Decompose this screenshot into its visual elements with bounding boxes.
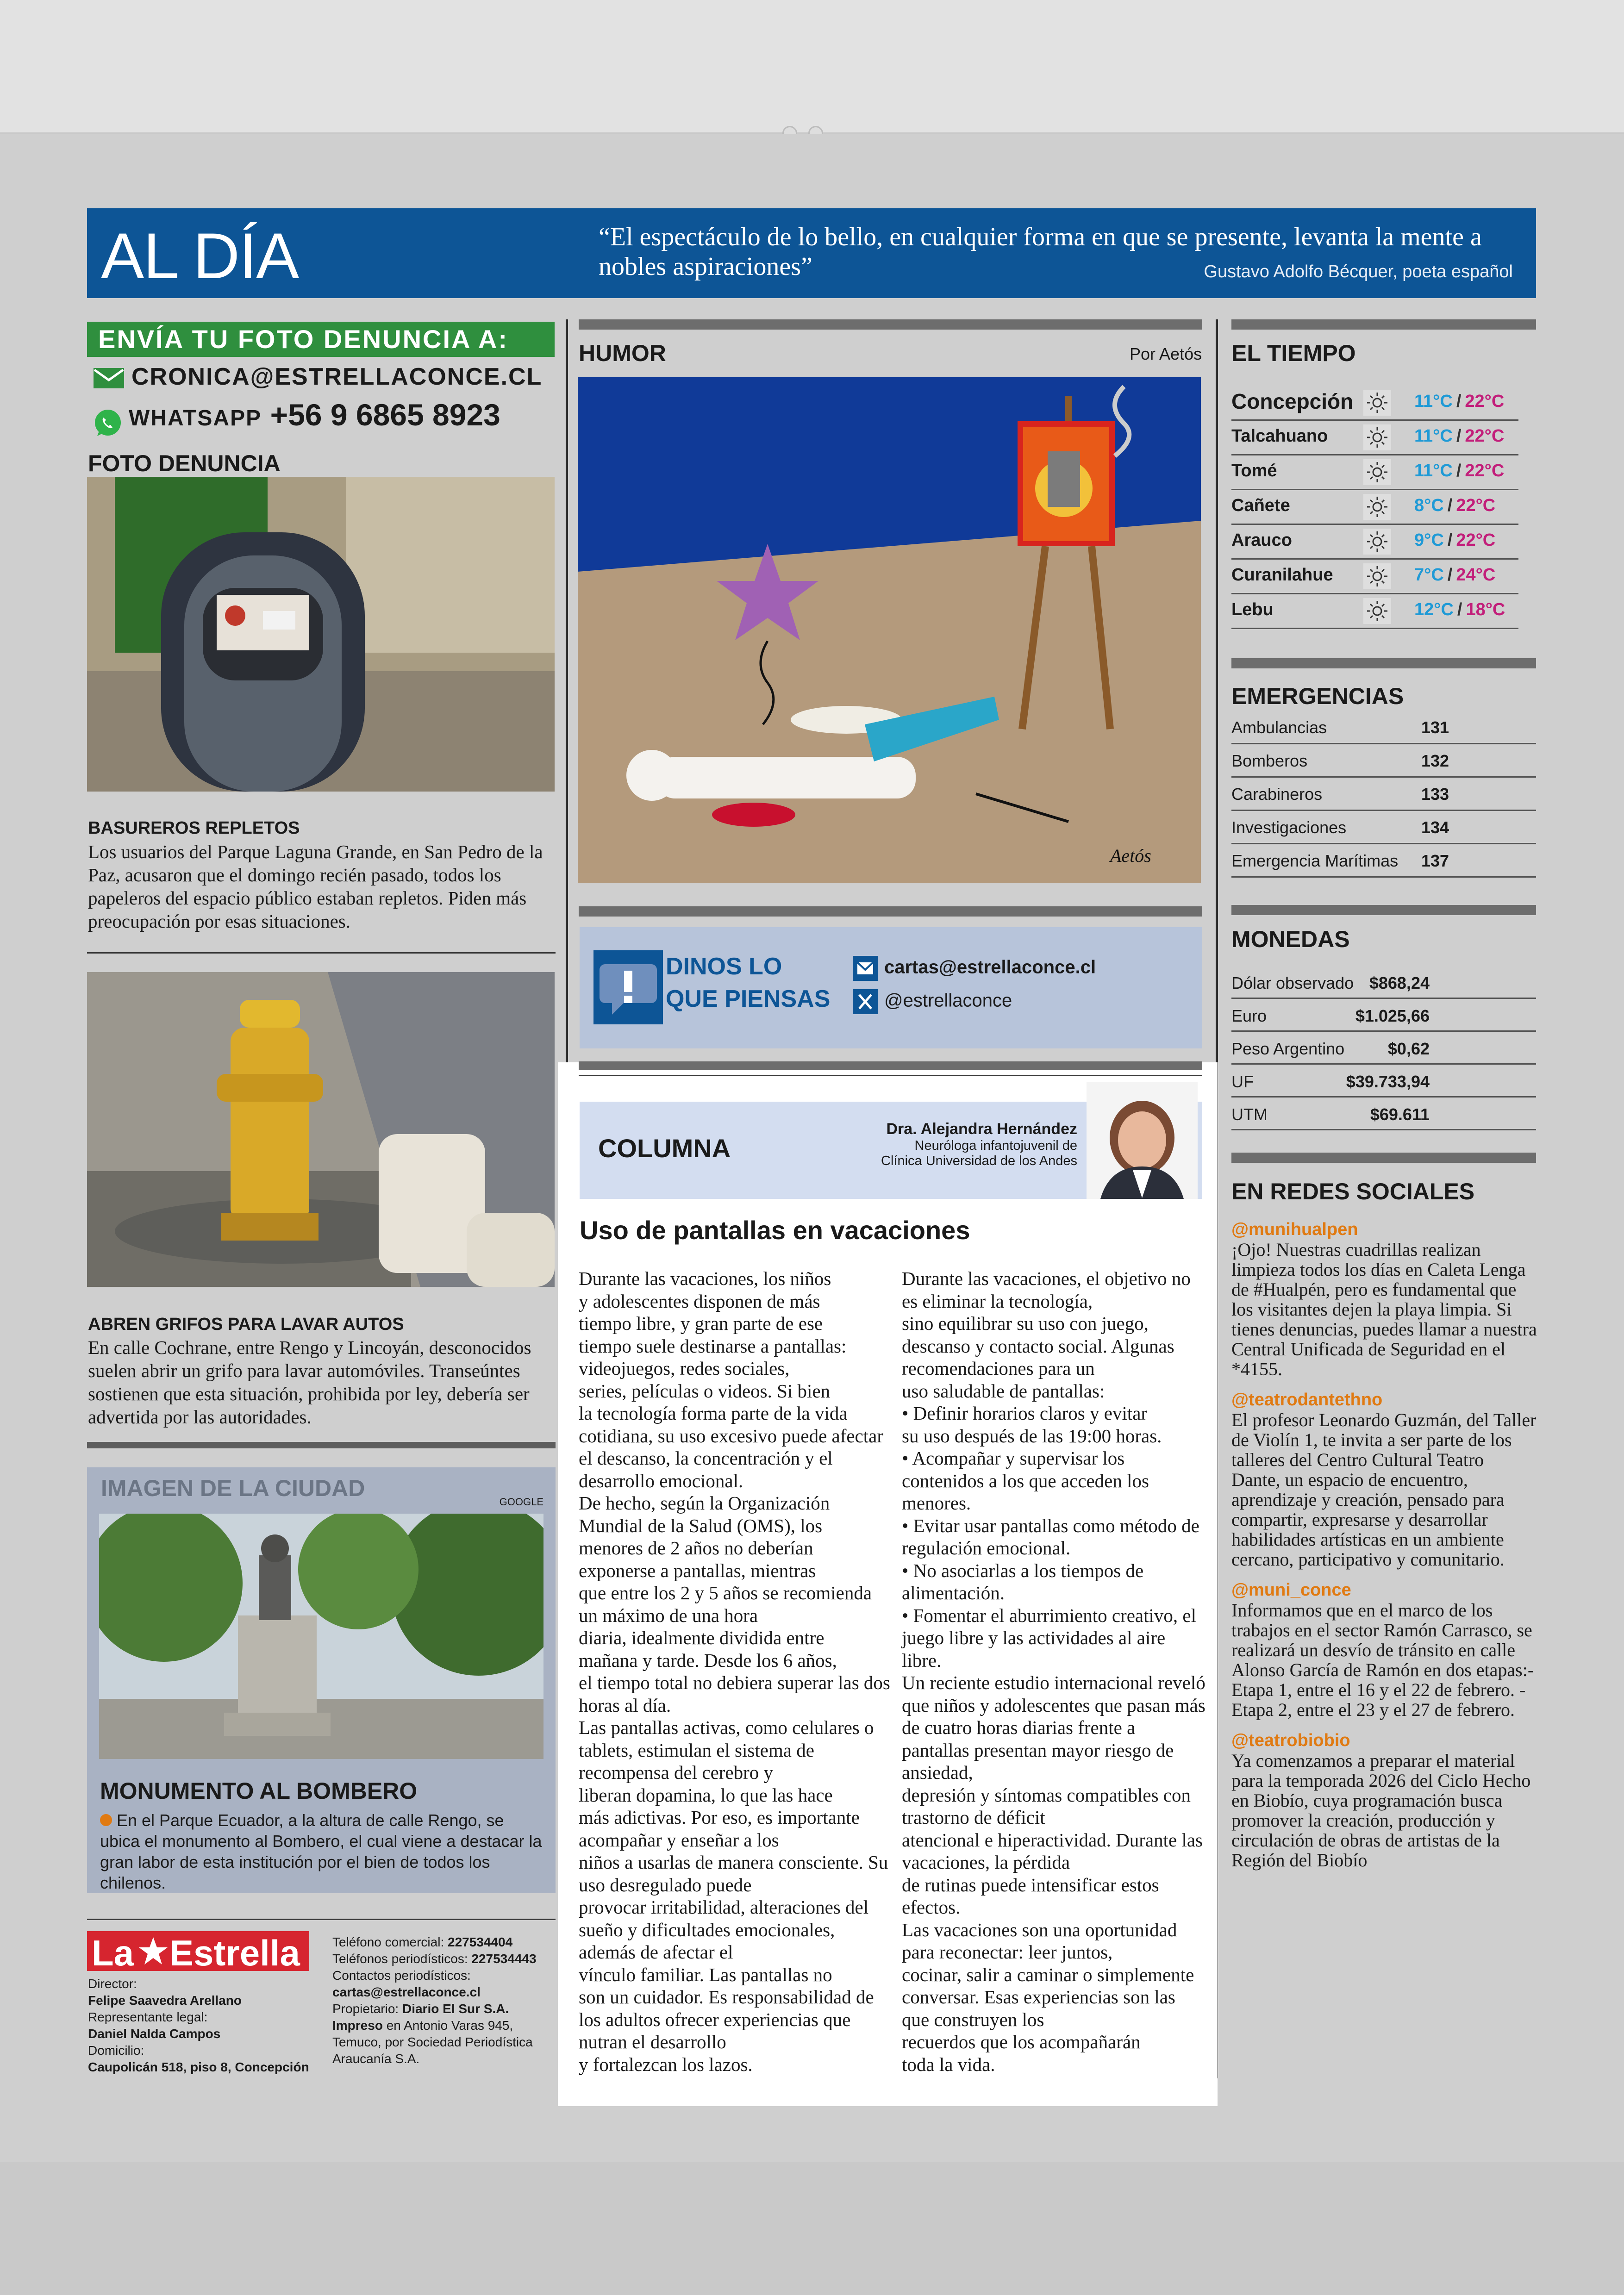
social-text: ¡Ojo! Nuestras cuadrillas realizan limpieza todos los días en Caleta Lenga de #Hualpén, pero es fundamental que los visitantes dejen la playa limpia. Si tienes denuncias, puedes llamar a nuestra Central Unificada de Seguridad en el *4155.	[1231, 1239, 1537, 1379]
monumento-title: MONUMENTO AL BOMBERO	[100, 1778, 418, 1804]
weather-temps	[1414, 496, 1495, 516]
temp-low: 9°C	[1414, 530, 1444, 550]
mail-icon	[93, 367, 125, 389]
weather-temps	[1414, 461, 1504, 481]
emergencia-label: Carabineros	[1231, 785, 1323, 804]
cloud-sun-icon	[1363, 563, 1391, 589]
weather-temps	[1414, 530, 1495, 550]
owner: Propietario: Diario El Sur S.A.	[332, 2002, 509, 2016]
page-header	[87, 208, 1536, 298]
humor-top-rule	[579, 319, 1202, 330]
moneda-label: Euro	[1231, 1006, 1267, 1025]
moneda-value: $39.733,94	[1346, 1072, 1430, 1091]
monument-illustration	[99, 1514, 543, 1759]
cartoon-signature: Aetós	[1110, 845, 1151, 866]
temp-high: 22°C	[1465, 426, 1505, 446]
whatsapp-number: +56 9 6865 8923	[270, 398, 500, 432]
speech-bubble-icon	[593, 950, 663, 1024]
caption-text: En calle Cochrane, entre Rengo y Lincoyán, desconocidos suelen abrir un grifo para lavar automóviles. Transeúntes sostienen que esta situación, prohibida por ley, debería ser advertida por las autoridades.	[88, 1337, 531, 1428]
emergencia-row	[1231, 744, 1536, 778]
weather-city: Arauco	[1231, 530, 1292, 550]
emergencia-row	[1231, 777, 1536, 811]
dinos-line1: DINOS LO	[666, 953, 782, 980]
social-text: Ya comenzamos a preparar el material para la temporada 2026 del Ciclo Hecho en Biobío, cuya programación busca promover la creación, producción y circulación de obras de artistas de la Región del Biobío	[1231, 1750, 1531, 1871]
emergencia-label: Emergencia Marítimas	[1231, 851, 1399, 870]
printer: Impreso en Antonio Varas 945, Temuco, por Sociedad Periodística Araucanía S.A.	[332, 2018, 533, 2066]
tel-periodisticos: Teléfonos periodísticos: 227534443	[332, 1952, 537, 1966]
weather-row	[1231, 455, 1518, 490]
footer-contacts	[332, 1934, 550, 2067]
humor-cartoon	[578, 377, 1201, 883]
divider	[1231, 658, 1536, 668]
social-handle[interactable]: @muni_conce	[1231, 1580, 1351, 1600]
divider	[579, 1061, 1202, 1070]
temp-low: 12°C	[1414, 600, 1454, 619]
foto-denuncia-banner: ENVÍA TU FOTO DENUNCIA A:	[87, 322, 555, 357]
emergencia-number: 137	[1421, 851, 1449, 870]
x-logo-icon	[853, 989, 878, 1014]
emergencias-title: EMERGENCIAS	[1231, 683, 1404, 709]
emergencia-number: 131	[1421, 718, 1449, 737]
temp-slash: /	[1456, 461, 1462, 480]
columna-author: Dra. Alejandra Hernández	[886, 1120, 1077, 1138]
monumento-caption	[100, 1810, 544, 1893]
temp-slash: /	[1456, 426, 1462, 446]
moneda-label: UF	[1231, 1072, 1254, 1091]
social-text: Informamos que en el marco de los trabajos en el sector Ramón Carrasco, se realizará un desvío de tránsito en calle Alonso García de Ramón en dos etapas:- Etapa 1, entre el 16 y el 22 de febrero. - Etapa 2, entre el 23 y el 27 de febrero.	[1231, 1600, 1534, 1720]
dinos-lo-que-piensas-box	[580, 927, 1202, 1048]
humor-title: HUMOR	[579, 340, 666, 366]
moneda-value: $868,24	[1369, 973, 1430, 992]
header-quote: “El espectáculo de lo bello, en cualquier forma en que se presente, levanta la mente a nobles aspiraciones”	[599, 223, 1482, 281]
moneda-value: $69.611	[1370, 1105, 1430, 1124]
temp-low: 11°C	[1414, 392, 1453, 411]
emergencia-label: Ambulancias	[1231, 718, 1327, 737]
moneda-label: Dólar observado	[1231, 973, 1354, 992]
weather-row	[1231, 420, 1518, 455]
sun-icon	[1363, 424, 1391, 450]
moneda-label: Peso Argentino	[1231, 1039, 1345, 1058]
bullet-dot	[100, 1814, 112, 1826]
hydrant-illustration	[87, 972, 555, 1287]
columna-headline: Uso de pantallas en vacaciones	[580, 1216, 970, 1245]
photo-open-hydrant	[87, 972, 555, 1287]
weather-city: Talcahuano	[1231, 426, 1328, 446]
temp-high: 22°C	[1465, 461, 1505, 480]
weather-row	[1231, 559, 1518, 594]
columna-body-col1: Durante las vacaciones, los niños y adolescentes disponen de más tiempo libre, y gran parte de ese tiempo suele destinarse a pantallas: videojuegos, redes sociales, series, películas o videos. Si bien la tecnología forma parte de la vida cotidiana, su uso excesivo puede afectar el descanso, la concentración y el desarrollo emocional. De hecho, según la Organización Mundial de la Salud (OMS), los menores de 2 años no deberían exponerse a pantallas, mientras que entre los 2 y 5 años se recomienda un máximo de una hora diaria, idealmente dividida entre mañana y tarde. Desde los 6 años, el tiempo total no debiera superar las dos horas al día. Las pantallas activas, como celulares o tablets, estimulan el sistema de recompensa del cerebro y liberan dopamina, lo que las hace más adictivas. Por eso, es importante acompañar y enseñar a los niños a usarlas de manera consciente. Su uso desregulado puede provocar irritabilidad, alteraciones del sueño y dificultades emocionales, además de afectar el vínculo familiar. Las pantallas no son un cuidador. Es responsabilidad de los adultos ofrecer experiencias que nutran el desarrollo y fortalezcan los lazos.	[579, 1268, 890, 2075]
author-portrait	[1087, 1082, 1198, 1199]
moneda-value: $0,62	[1387, 1039, 1430, 1058]
divider	[1231, 1153, 1536, 1163]
caption-title: ABREN GRIFOS PARA LAVAR AUTOS	[88, 1315, 404, 1334]
foto-denuncia-title: FOTO DENUNCIA	[88, 450, 281, 476]
moneda-value: $1.025,66	[1355, 1006, 1430, 1025]
columna-body-col2: Durante las vacaciones, el objetivo no es eliminar la tecnología, sino equilibrar su uso con juego, descanso y contacto social. Algunas recomendaciones para un uso saludable de pantallas: • Definir horarios claros y evitar su uso después de las 19:00 horas. • Acompañar y supervisar los contenidos a los que acceden los menores. • Evitar usar pantallas como método de regulación emocional. • No asociarlas a los tiempos de alimentación. • Fomentar el aburrimiento creativo, el juego libre y las actividades al aire libre. Un reciente estudio internacional reveló que niños y adolescentes que pasan más de cuatro horas diarias frente a pantallas presentan mayor riesgo de ansiedad, depresión y síntomas compatibles con trastorno de déficit atencional e hiperactividad. Durante las vacaciones, la pérdida de rutinas puede intensificar estos efectos. Las vacaciones son una oportunidad para reconectar: leer juntos, cocinar, salir a caminar o simplemente conversar. Esas experiencias son las que construyen los recuerdos que los acompañarán toda la vida.	[902, 1268, 1206, 2075]
star-icon	[138, 1936, 169, 1966]
sun-icon	[1363, 459, 1391, 485]
moneda-row	[1231, 1031, 1536, 1065]
dinos-email: cartas@estrellaconce.cl	[884, 957, 1096, 978]
dinos-x-handle: @estrellaconce	[884, 990, 1012, 1011]
weather-city: Concepción	[1231, 389, 1354, 413]
redes-posts	[1231, 1220, 1537, 1870]
social-post	[1231, 1731, 1537, 1870]
weather-city: Cañete	[1231, 496, 1290, 515]
columna-author-block	[881, 1120, 1077, 1169]
temp-high: 22°C	[1456, 496, 1496, 515]
emergencia-row	[1231, 811, 1536, 844]
temp-slash: /	[1447, 565, 1453, 585]
weather-row	[1231, 524, 1518, 560]
redes-title: EN REDES SOCIALES	[1231, 1179, 1475, 1204]
emergencia-label: Bomberos	[1231, 751, 1308, 770]
weather-temps	[1414, 600, 1505, 620]
emergencia-row	[1231, 711, 1536, 744]
temp-low: 11°C	[1414, 461, 1453, 480]
divider	[1231, 905, 1536, 915]
whatsapp-icon	[93, 408, 123, 439]
social-post	[1231, 1580, 1537, 1720]
dom-label: Domicilio:	[88, 2043, 144, 2058]
photo-overflowing-trash	[87, 477, 555, 792]
imagen-ciudad-title: IMAGEN DE LA CIUDAD	[101, 1475, 365, 1501]
temp-high: 22°C	[1456, 530, 1496, 550]
emergencia-number: 133	[1421, 785, 1449, 804]
partly-sunny-icon	[1363, 529, 1391, 555]
logo-text-left: La	[92, 1933, 134, 1973]
social-handle[interactable]: @teatrobiobio	[1231, 1731, 1350, 1750]
contact-label: Contactos periodísticos:	[332, 1968, 471, 1983]
temp-high: 18°C	[1466, 600, 1505, 619]
divider	[87, 1442, 556, 1448]
dinos-email-line[interactable]	[853, 956, 1096, 981]
emergencia-number: 134	[1421, 818, 1449, 837]
contact-email[interactable]: cartas@estrellaconce.cl	[332, 1985, 481, 1999]
emergencia-row	[1231, 844, 1536, 878]
social-post	[1231, 1220, 1537, 1379]
estrella-logo	[87, 1931, 309, 1971]
partly-sunny-icon	[1363, 598, 1391, 624]
rep-name: Daniel Nalda Campos	[88, 2027, 221, 2041]
weather-row	[1231, 593, 1518, 629]
quote-author: Gustavo Adolfo Bécquer, poeta español	[1204, 262, 1513, 281]
temp-high: 22°C	[1465, 392, 1505, 411]
divider	[1231, 319, 1536, 330]
temp-low: 7°C	[1414, 565, 1444, 585]
temp-slash: /	[1457, 600, 1462, 619]
weather-temps	[1414, 392, 1504, 412]
whatsapp-line[interactable]	[93, 397, 500, 439]
moneda-row	[1231, 998, 1536, 1032]
moneda-label: UTM	[1231, 1105, 1268, 1124]
weather-row	[1231, 385, 1518, 421]
dinos-title	[666, 950, 830, 1015]
humor-byline: Por Aetós	[1130, 344, 1202, 363]
viewer-top-bar	[0, 0, 1624, 133]
cartoon-illustration	[578, 377, 1201, 883]
caption-title: BASUREROS REPLETOS	[88, 818, 300, 838]
director-label: Director:	[88, 1977, 137, 1991]
social-handle[interactable]: @munihualpen	[1231, 1220, 1358, 1239]
monumento-text: En el Parque Ecuador, a la altura de calle Rengo, se ubica el monumento al Bombero, el cual viene a destacar la gran labor de esta institución por el bien de todos los chilenos.	[100, 1811, 542, 1892]
tiempo-title: EL TIEMPO	[1231, 340, 1356, 366]
temp-low: 11°C	[1414, 426, 1453, 446]
social-text: El profesor Leonardo Guzmán, del Taller de Violín 1, te invita a ser parte de los talleres del Centro Cultural Teatro Dante, un espacio de encuentro, aprendizaje y creación, pensado para compartir, expresarse y desarrollar habilidades artísticas en un ambiente cercano, participativo y comunitario.	[1231, 1409, 1537, 1570]
divider	[579, 906, 1202, 917]
whatsapp-label: WHATSAPP	[129, 406, 262, 430]
caption-text: Los usuarios del Parque Laguna Grande, en San Pedro de la Paz, acusaron que el domingo recién pasado, todos los papeleros del espacio público estaban repletos. Piden más preocupación por esas situaciones.	[88, 841, 543, 932]
partly-sunny-icon	[1363, 494, 1391, 520]
divider	[87, 1919, 556, 1920]
emergencia-number: 132	[1421, 751, 1449, 770]
monedas-title: MONEDAS	[1231, 926, 1350, 952]
photo-credit: GOOGLE	[499, 1496, 543, 1508]
columna-role-1: Neuróloga infantojuvenil de	[914, 1138, 1077, 1153]
trash-bin-illustration	[87, 477, 555, 792]
author-photo	[1087, 1082, 1198, 1199]
temp-slash: /	[1447, 530, 1453, 550]
section-title: AL DÍA	[101, 219, 299, 292]
weather-temps	[1414, 426, 1504, 446]
columna-label: COLUMNA	[598, 1134, 731, 1163]
denuncia-email: CRONICA@ESTRELLACONCE.CL	[131, 363, 543, 390]
weather-temps	[1414, 565, 1495, 585]
emergencia-label: Investigaciones	[1231, 818, 1347, 837]
weather-row	[1231, 489, 1518, 525]
temp-high: 24°C	[1456, 565, 1496, 585]
tel-comercial: Teléfono comercial: 227534404	[332, 1935, 513, 1949]
moneda-row	[1231, 965, 1536, 999]
weather-city: Curanilahue	[1231, 565, 1333, 585]
dinos-line2: QUE PIENSAS	[666, 985, 831, 1012]
dom-value: Caupolicán 518, piso 8, Concepción	[88, 2060, 309, 2074]
temp-slash: /	[1447, 496, 1453, 515]
director-name: Felipe Saavedra Arellano	[88, 1993, 242, 2008]
temp-low: 8°C	[1414, 496, 1444, 515]
dinos-x-line[interactable]	[853, 989, 1012, 1014]
imagen-ciudad-box	[87, 1467, 556, 1893]
moneda-row	[1231, 1064, 1536, 1098]
denuncia-email-line[interactable]	[93, 363, 542, 391]
weather-city: Lebu	[1231, 600, 1274, 619]
logo-text-right: Estrella	[169, 1933, 300, 1973]
weather-city: Tomé	[1231, 461, 1277, 480]
columna-role-2: Clínica Universidad de los Andes	[881, 1154, 1077, 1168]
rep-label: Representante legal:	[88, 2010, 208, 2024]
mail-icon	[853, 956, 878, 981]
footer-staff	[88, 1976, 310, 2076]
temp-slash: /	[1456, 392, 1462, 411]
divider	[87, 952, 556, 954]
photo-monumento-bombero	[99, 1514, 543, 1759]
moneda-row	[1231, 1097, 1536, 1130]
columna-header	[580, 1102, 1202, 1199]
social-handle[interactable]: @teatrodantethno	[1231, 1390, 1383, 1409]
divider	[579, 1075, 1202, 1076]
sun-icon	[1363, 390, 1391, 416]
social-post	[1231, 1390, 1537, 1569]
